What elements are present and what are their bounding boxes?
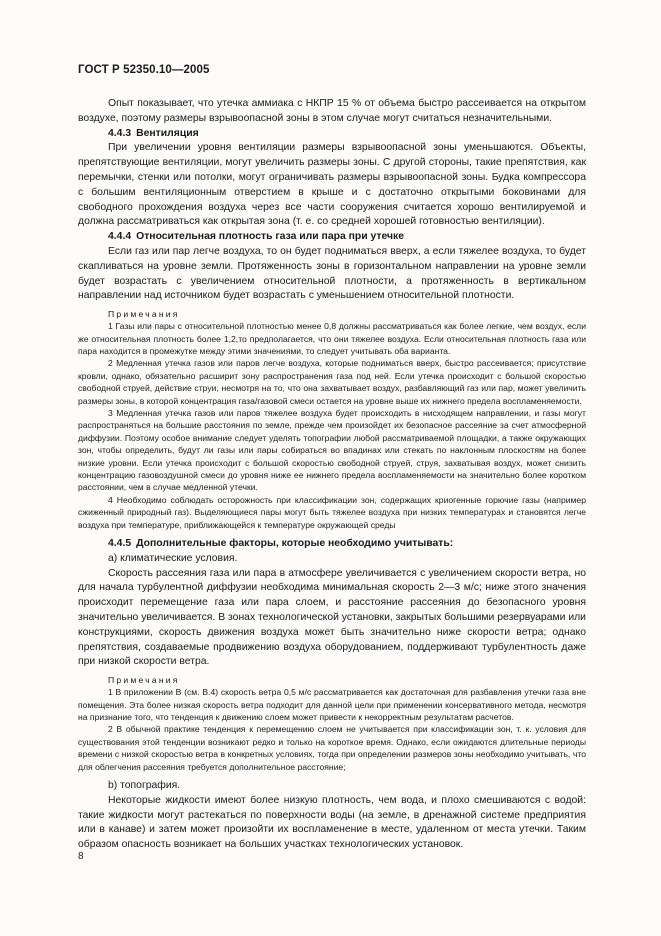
note-item: 1 В приложении В (см. В.4) скорость ветра 0,5 м/с рассматривается как достаточная для разбавления утечки газа вне помещения. Эта более низкая скорость ветра подходит для данной цели при применении консервативного метода, несмотря на признание того, что тенденция к движению слоем может привести к некорректным результатам расчетов. — [78, 687, 586, 723]
standard-header: ГОСТ Р 52350.10—2005 — [78, 64, 210, 76]
subitem-a-label: а) климатические условия. — [108, 552, 238, 564]
ventilation-paragraph: При увеличении уровня вентиляции размеры взрывоопасной зоны уменьшаются. Объекты, препятствующие вентиляции, могут увеличить размеры зоны. С другой стороны, такие препятствия, как перемычки, стенки или потолки, могут ограничивать размеры взрывоопасной зоны. Будка компрессора с большим вентиляционным отверстием в крыше и с достаточно открытыми боковинами для свободного прохождения воздуха через все части сооружения считается хорошо вентилируемой и должна рассматриваться как открытая зона (т. е. со средней хорошей готовностью вентиляции). — [78, 142, 586, 228]
section-number: 4.4.3 — [108, 127, 132, 139]
note-item: 2 В обычной практике тенденция к перемещению слоем не учитывается при классификации зон, т. к. условия для существования этой тенденции возникают редко и только на короткое время. Однако, если ожидаются длительные периоды времени с низкой скоростью ветра в конкретных условиях, тогда при определении размеров зоны необходимо учитывать, что для облегчения рассеяния требуется дополнительное расстояние; — [78, 724, 586, 772]
section-title: Вентиляция — [136, 127, 199, 139]
topography-paragraph: Некоторые жидкости имеют более низкую плотность, чем вода, и плохо смешиваются с водой: такие жидкости могут растекаться по поверхности воды (на земле, в дренажной системе предприятия или в канаве) и затем может произойти их воспламенение в месте, удаленном от места утечки. Таким образом опасность возникает на больших участках технологических установок. — [78, 794, 586, 851]
density-paragraph: Если газ или пар легче воздуха, то он будет подниматься вверх, а если тяжелее воздуха, то будет скапливаться на уровне земли. Протяженность зоны в горизонтальном направлении на уровне земли будет возрастать с увеличением относительной плотности, а протяженность в вертикальном направлении над источником будет возрастать с уменьшением относительной плотности. — [78, 245, 586, 302]
section-title: Относительная плотность газа или пара при утечке — [136, 231, 405, 243]
note-item: 3 Медленная утечка газов или паров тяжелее воздуха будет происходить в нисходящем направлении, и газы могут распространяться на большие расстояния по земле, прежде чем произойдет их безопасное рассеяние за счет атмосферной диффузии. Поэтому особое внимание следует уделять топографии любой рассматриваемой площадки, а также окружающих зон, чтобы определить, будут ли газы или пары собираться во впадинах или стекать по наклонным плоскостям на более низкие уровни. Если утечка происходит с большой скоростью свободной струей, струя, захватывая воздух, может снизить концентрацию газовоздушной смеси до уровня ниже ее нижнего предела воспламеняемости на значительно более коротком расстоянии, чем в случае медленной утечки. — [78, 408, 586, 493]
note-item: 2 Медленная утечка газов или паров легче воздуха, которые подниматься вверх, быстро рассеивается; присутствие кровли, однако, обязательно расширит зону распространения газа под ней. Если утечка происходит с большой скоростью свободной струей, действие струи, несмотря на то, что она захватывает воздух, разбавляющий газ или пар, может увеличить размеры зоны, в которой концентрация газа/газовой смеси остается на уровне выше их нижнего предела воспламеняемости. — [78, 358, 586, 406]
section-heading-4-4-5 — [78, 537, 586, 552]
intro-paragraph: Опыт показывает, что утечка аммиака с НКПР 15 % от объема быстро рассеивается на открытом воздухе, поэтому размеры взрывоопасной зоны в этом случае могут считаться незначительными. — [78, 98, 586, 124]
section-title: Дополнительные факторы, которые необходимо учитывать: — [136, 538, 454, 550]
note-item: 4 Необходимо соблюдать осторожность при классификации зон, содержащих криогенные горючие газы (например сжиженный природный газ). Выделяющиеся пары могут быть тяжелее воздуха при низких температурах и становятся легче воздуха при температуре, приближающейся к температуре окружающей среды — [78, 494, 586, 530]
notes-heading: Примечания — [108, 309, 180, 320]
section-number: 4.4.5 — [108, 538, 132, 550]
section-number: 4.4.4 — [108, 231, 132, 243]
section-heading-4-4-4 — [78, 230, 586, 245]
notes-heading: Примечания — [108, 675, 180, 686]
climate-paragraph: Скорость рассеяния газа или пара в атмосфере увеличивается с увеличением скорости ветра, но для начала турбулентной диффузии необходима минимальная скорость 2—3 м/с; ниже этого значения происходит перемещение газа или пара слоем, и расстояние рассеяния до безопасного уровня значительно увеличивается. В зонах технологической установки, закрытых большими резервуарами или конструкциями, скорость движения воздуха может быть значительно ниже скорости ветра; однако препятствия, создаваемые продвижению воздуха оборудованием, поддерживают турбулентность даже при низкой скорости ветра. — [78, 567, 586, 668]
note-item: 1 Газы или пары с относительной плотностью менее 0,8 должны рассматриваться как более легкие, чем воздух, если же относительная плотность более 1,2,то предполагается, что они тяжелее воздуха. Если относительная плотность газа или пара находится в промежутке между этими значениями, то следует учитывать оба варианта. — [78, 321, 586, 356]
subitem-b-label: b) топография. — [108, 780, 181, 792]
document-body — [78, 97, 586, 853]
page-number: 8 — [78, 851, 84, 862]
section-heading-4-4-3 — [78, 127, 586, 142]
